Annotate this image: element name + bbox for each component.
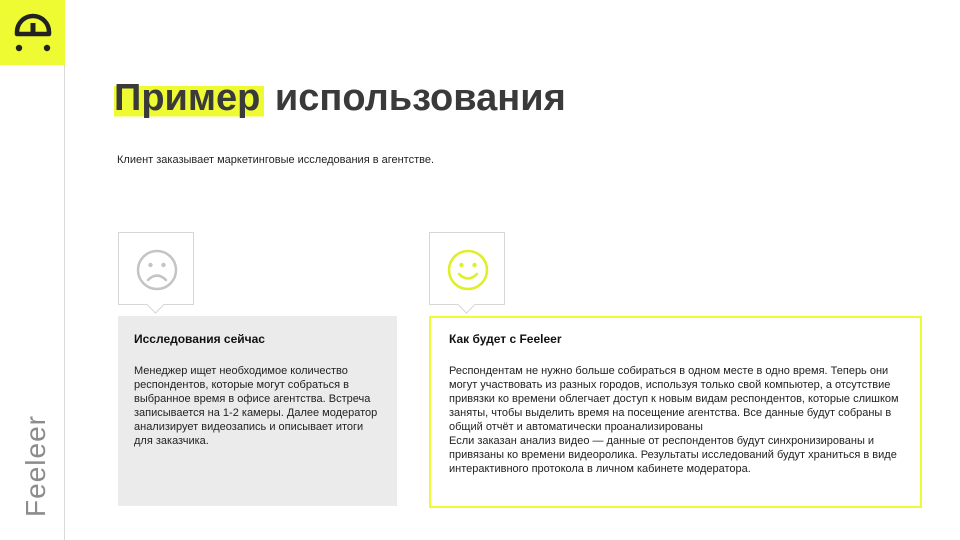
sad-face-icon (135, 248, 179, 292)
callout-tail (146, 295, 164, 313)
title-highlight: Пример (114, 77, 264, 119)
future-title: Как будет с Feeleer (449, 332, 562, 346)
future-panel (429, 316, 922, 508)
future-icon-card (429, 232, 505, 305)
brand-wordmark: Feeleer (20, 415, 51, 517)
future-paragraph: Респондентам не нужно больше собираться в одном месте в одно время. Теперь они могут участвовать из разных городов, используя только свой компьютер, а отсутствие привязки ко времени облегчает доступ к новым видам респондентов, которые слишком заняты, чтобы выделить время на посещение агентства. Все данные будут собраны в общий отчёт и автоматически проанализированы (449, 365, 899, 433)
logo (0, 0, 65, 65)
current-research-panel (118, 316, 397, 506)
sidebar (0, 0, 65, 540)
current-research-text: Менеджер ищет необходимое количество респондентов, которые могут собраться в выбранное время в офисе агентства. Встреча записывается на 1-2 камеры. Далее модератор анализирует видеозапись и описывает итоги для заказчика. (134, 365, 378, 447)
current-research-title: Исследования сейчас (134, 332, 265, 346)
title-rest: использования (274, 77, 566, 119)
happy-face-icon (446, 248, 490, 292)
current-icon-card (118, 232, 194, 305)
page-title (114, 74, 566, 122)
callout-tail (457, 295, 475, 313)
future-paragraph: Если заказан анализ видео — данные от респондентов будут синхронизированы и привязаны ко времени видеоролика. Результаты исследований будут храниться в виде интерактивного протокола в личном кабинете модератора. (449, 435, 897, 475)
page-subtitle: Клиент заказывает маркетинговые исследования в агентстве. (117, 154, 435, 166)
feeleer-face-logo-icon (11, 12, 55, 56)
